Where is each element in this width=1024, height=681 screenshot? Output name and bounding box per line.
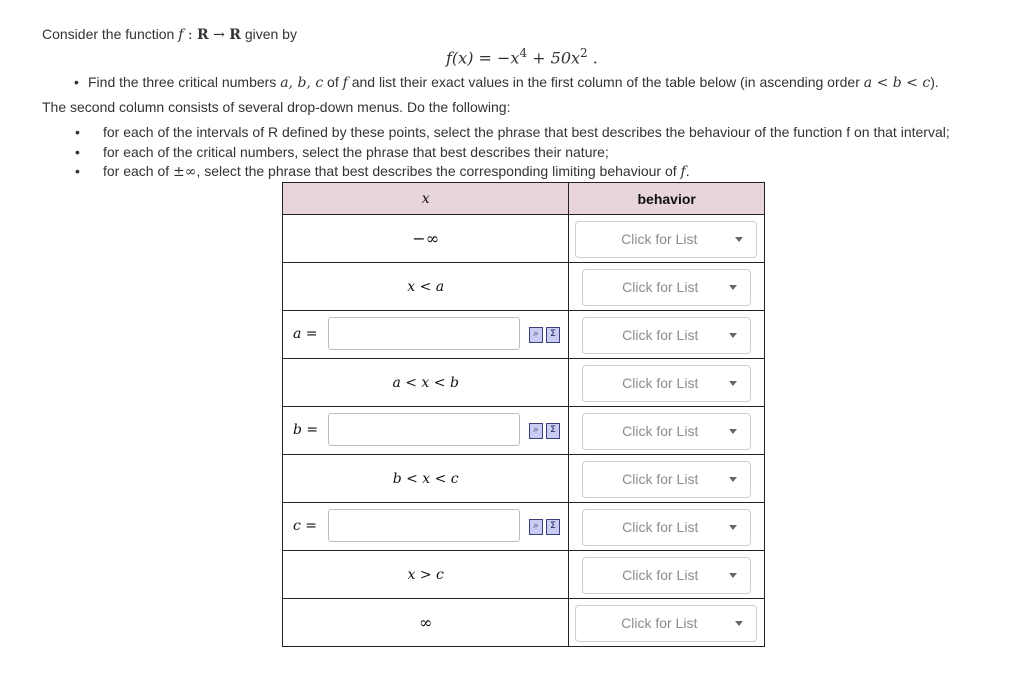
critical-cell-c (283, 503, 569, 551)
behavior-dropdown-neg-infinity[interactable] (575, 221, 757, 258)
dropdown-label: Click for List (622, 375, 699, 391)
dropdown-label: Click for List (622, 279, 699, 295)
behavior-cell (569, 407, 765, 455)
plus-minus-infinity: ±∞ (173, 164, 197, 180)
bullet1-part4: ). (930, 74, 939, 90)
function-symbol: f (178, 27, 184, 43)
instruction-limits (75, 163, 690, 180)
table-header-row (283, 183, 765, 215)
behavior-dropdown-a-to-b[interactable] (582, 365, 751, 402)
critical-cell-b (283, 407, 569, 455)
row-label-b-lt-x-lt-c: b < x < c (283, 455, 569, 503)
behavior-dropdown-c[interactable] (582, 509, 751, 546)
chevron-down-icon (729, 285, 737, 290)
table-row (283, 359, 765, 407)
dropdown-label: Click for List (621, 615, 698, 631)
behavior-dropdown-pos-infinity[interactable] (575, 605, 757, 642)
instruction-pre: for each of (103, 163, 174, 179)
equation-editor-icon[interactable]: Σ (546, 519, 560, 535)
critical-label-b: b = (293, 422, 319, 438)
instruction-end: . (685, 163, 690, 179)
table-row (283, 263, 765, 311)
bullet1-part3: and list their exact values in the first column of the table below (in ascending order (347, 74, 864, 90)
dropdown-label: Click for List (621, 231, 698, 247)
table-row (283, 455, 765, 503)
dropdown-label: Click for List (622, 471, 699, 487)
instruction-f: f (680, 164, 686, 180)
header-x: x (283, 183, 569, 215)
critical-input-c[interactable] (328, 509, 520, 542)
preview-icon[interactable]: ⌕ (529, 327, 543, 343)
row-label-pos-infinity: ∞ (283, 599, 569, 647)
bullet1-f: f (342, 75, 348, 91)
critical-cell-a (283, 311, 569, 359)
behavior-dropdown-x-lt-a[interactable] (582, 269, 751, 306)
preview-icon[interactable]: ⌕ (529, 423, 543, 439)
chevron-down-icon (735, 621, 743, 626)
domain-set: R (197, 27, 209, 43)
intro-lead: Consider the function (42, 26, 179, 42)
arrow-symbol: → (208, 27, 230, 43)
row-label-x-gt-c: x > c (283, 551, 569, 599)
table-row (283, 215, 765, 263)
bullet1-vars: a, b, c (280, 75, 324, 91)
chevron-down-icon (729, 477, 737, 482)
instruction-critical (75, 144, 609, 160)
behavior-cell (569, 263, 765, 311)
row-label-x-lt-a: x < a (283, 263, 569, 311)
intro-text (42, 26, 297, 43)
table-row (283, 311, 765, 359)
chevron-down-icon (729, 381, 737, 386)
bullet-dot: • (74, 74, 79, 90)
chevron-down-icon (729, 525, 737, 530)
critical-input-b[interactable] (328, 413, 520, 446)
behavior-dropdown-x-gt-c[interactable] (582, 557, 751, 594)
chevron-down-icon (735, 237, 743, 242)
dropdown-label: Click for List (622, 567, 699, 583)
formula-end: . (587, 48, 598, 68)
instruction-text: for each of the critical numbers, select the phrase that best describes their nature; (103, 144, 609, 160)
behavior-cell (569, 455, 765, 503)
behavior-dropdown-b-to-c[interactable] (582, 461, 751, 498)
behavior-cell (569, 359, 765, 407)
bullet1-part1: Find the three critical numbers (88, 74, 281, 90)
chevron-down-icon (729, 573, 737, 578)
intro-tail: given by (240, 26, 297, 42)
chevron-down-icon (729, 429, 737, 434)
instruction-text: for each of the intervals of R defined by these points, select the phrase that best describes the behaviour of the function f on that interval; (103, 124, 950, 140)
critical-label-c: c = (293, 518, 318, 534)
colon: : (183, 27, 198, 43)
table-row (283, 503, 765, 551)
behavior-cell (569, 215, 765, 263)
preview-icon[interactable]: ⌕ (529, 519, 543, 535)
critical-numbers-instruction (74, 74, 939, 91)
dropdown-label: Click for List (622, 519, 699, 535)
bullet1-part2: of (323, 74, 343, 90)
table-row (283, 551, 765, 599)
behavior-cell (569, 551, 765, 599)
codomain-set: R (229, 27, 241, 43)
row-label-neg-infinity: −∞ (283, 215, 569, 263)
equation-editor-icon[interactable]: Σ (546, 327, 560, 343)
bullet1-order: a < b < c (863, 75, 931, 91)
behavior-dropdown-b[interactable] (582, 413, 751, 450)
critical-input-a[interactable] (328, 317, 520, 350)
chevron-down-icon (729, 333, 737, 338)
bullet-dot: • (75, 144, 80, 160)
table-row (283, 599, 765, 647)
dropdown-label: Click for List (622, 423, 699, 439)
critical-label-a: a = (293, 326, 318, 342)
behavior-cell (569, 311, 765, 359)
answer-table (282, 182, 765, 647)
row-label-a-lt-x-lt-b: a < x < b (283, 359, 569, 407)
header-behavior: behavior (569, 183, 765, 215)
formula-mid: + 50x (527, 48, 581, 68)
second-column-text: The second column consists of several drop-down menus. Do the following: (42, 99, 511, 115)
formula-exponent-2: 2 (580, 46, 588, 60)
table-row (283, 407, 765, 455)
dropdown-label: Click for List (622, 327, 699, 343)
formula-exponent-4: 4 (519, 46, 528, 60)
instruction-intervals (75, 124, 950, 140)
equation-editor-icon[interactable]: Σ (546, 423, 560, 439)
bullet-dot: • (75, 124, 80, 140)
bullet-dot: • (75, 163, 80, 179)
behavior-cell (569, 599, 765, 647)
instruction-post: , select the phrase that best describes the corresponding limiting behaviour of (196, 163, 681, 179)
behavior-cell (569, 503, 765, 551)
behavior-dropdown-a[interactable] (582, 317, 751, 354)
formula-lhs: f(x) = −x (446, 48, 520, 68)
function-formula (446, 46, 598, 67)
